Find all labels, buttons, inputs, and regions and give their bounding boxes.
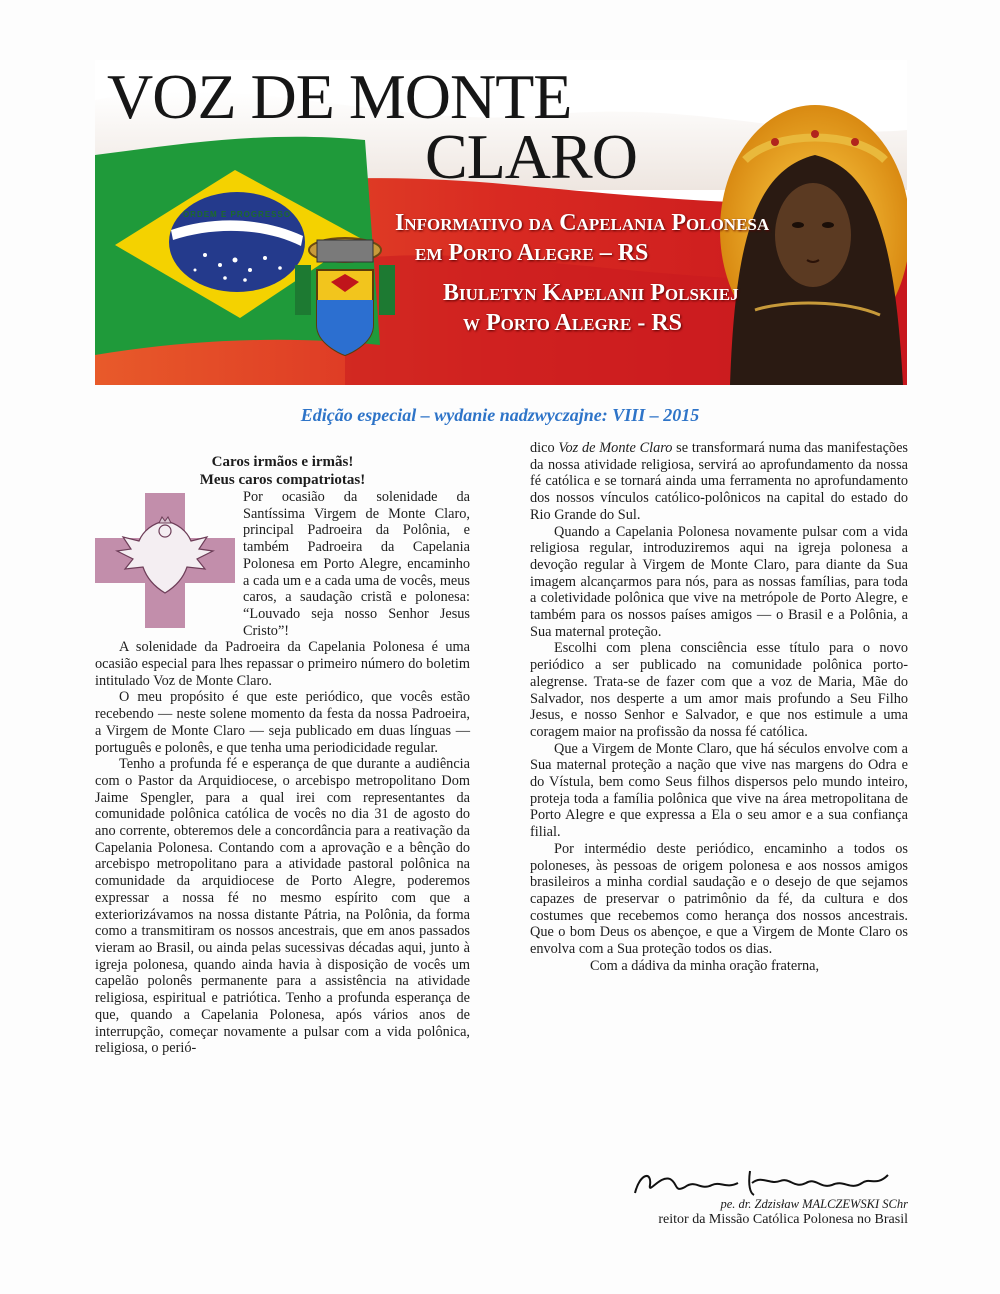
masthead-title-line1: VOZ DE MONTE [107,61,572,132]
right-paragraph-0-rest: se transformará numa das manifestações da nossa atividade religiosa, servirá ao aprofundamento da nossa fé católica e se tornará ainda uma ferramenta no aprofundamento dos nossos vínculos católico-polônicos na capital do estado do Rio Grande do Sul. [530,440,908,523]
brazil-flag-globe [169,192,305,292]
newsletter-title-italic: Voz de Monte Claro [558,440,673,456]
right-paragraph-1: Quando a Capelania Polonesa novamente pulsar com a vida religiosa regular, introduziremos aqui na igreja polonesa a devoção regular à Virgem de Monte Claro, para diante da Sua imagem alcançarmos para nós, para as nossas famílias, para toda a coletividade polônica que vive na metrópole de Porto Alegre, e também para os nossos países amigos — o Brasil e a Polônia, a Sua maternal proteção. [530,523,908,640]
left-paragraph-2: A solenidade da Padroeira da Capelania Polonesa é uma ocasião especial para lhes repassar o primeiro número do boletim intitulado Voz de Monte Claro. [95,639,470,689]
masthead-subtitle-pt-line1: Informativo da Capelania Polonesa [395,210,770,236]
closing-line: Com a dádiva da minha oração fraterna, [590,957,820,974]
left-paragraph-1: Por ocasião da solenidade da Santíssima Virgem de Monte Claro, principal Padroeira da Polônia, e também Padroeira da Capelania Polonesa em Porto Alegre, encaminho a cada um e a cada uma de vocês, meus caros, a saudação cristã e polonesa: “Louvado seja nosso Senhor Jesus Cristo”! [243,489,470,639]
greeting-line1: Caros irmãos e irmãs! [211,454,354,470]
signature-name: pe. dr. Zdzisław MALCZEWSKI SChr [720,1197,908,1211]
left-paragraph-3: O meu propósito é que este periódico, que vocês estão recebendo — neste solene momento da festa da nossa Padroeira, a Virgem de Monte Claro — seja publicado em duas línguas — português e polonês, e que tenha uma periodicidade regular. [95,689,470,756]
masthead-banner [95,60,907,385]
right-paragraph-4: Por intermédio deste periódico, encaminho a todos os poloneses, às pessoas de origem polonesa e aos nossos amigos brasileiros a minha cordial saudação e o desejo de que sejamos capazes de preservar o patrimônio da fé, da cultura e dos costumes que recebemos como herança dos nossos ancestrais. Que o bom Deus os abençoe, e que a Virgem de Monte Claro os envolva com a Sua proteção todos os dias. [530,840,908,958]
polish-eagle-cross-emblem [95,493,235,628]
right-paragraph-2: Escolhi com plena consciência esse título para o novo periódico a ser publicado na comunidade polônica porto-alegrense. Trata-se de fazer com que a voz de Maria, Mãe do Salvador, nos desperte a um amor mais profundo a Seu Filho Jesus, e nosso Senhor e Salvador, e que nos estimule a uma coragem maior na profissão da nossa fé católica. [530,640,908,740]
left-paragraph-4: Tenho a profunda fé e esperança de que durante a audiência com o Pastor da Arquidiocese, o arcebispo metropolitano Dom Jaime Spengler, para a qual irei com representantes da comunidade polônica católica de vocês no dia 31 de agosto do ano corrente, obteremos dele a concordância para a reativação da Capelania Polonesa. Contando com a aprovação e a bênção do arcebispo metropolitano para a atividade pastoral polônica na comunidade da arquidiocese de Porto Alegre, poderemos expressar a nossa fé no mesmo espírito com que a exteriorizávamos na nossa distante Pátria, na Polônia, da forma como a transmitiram os nossos ancestrais, que em anos passados vieram ao Brasil, ou ainda pelas sucessivas décadas aqui, junto à igreja polonesa, quando ainda havia à disposição de vocês um capelão polonês permanente para a assistência na atividade religiosa, espiritual e patriótica. Tenho a profunda esperança de que, quando a Capelania Polonesa, após vários anos de interrupção, começar novamente a pulsar com a vida polônica, religiosa, o perió- [95,756,470,1057]
handwritten-signature [630,1165,900,1201]
right-paragraph-0-prefix: dico [530,440,559,456]
flag-motto: ORDEM E PROGRESSO [182,210,292,219]
signature-block [560,1165,908,1228]
article-column-left [95,453,470,1057]
right-paragraph-3: Que a Virgem de Monte Claro, que há séculos envolve com a Sua maternal proteção a nação que vive nas margens do Odra e do Vístula, bem como Seus filhos dispersos pelo mundo inteiro, proteja toda a família polônica que vive na área metropolitana de Porto Alegre e que expressa a Ela o seu amor e a sua confiança filial. [530,740,908,841]
masthead-title-line2: CLARO [425,121,637,192]
masthead-subtitle-pl-line2: w Porto Alegre - RS [463,310,683,336]
masthead-subtitle-pt-line2: em Porto Alegre – RS [415,240,649,266]
black-madonna-icon [720,105,907,385]
signature-role: reitor da Missão Católica Polonesa no Brasil [658,1212,908,1227]
right-paragraph-0 [530,440,908,524]
edition-line: Edição especial – wydanie nadzwyczajne: VIII – 2015 [300,405,700,425]
masthead-subtitle-pl-line1: Biuletyn Kapelanii Polskiej [443,280,739,306]
greeting-line2: Meus caros compatriotas! [199,472,366,488]
article-column-right [530,440,908,975]
